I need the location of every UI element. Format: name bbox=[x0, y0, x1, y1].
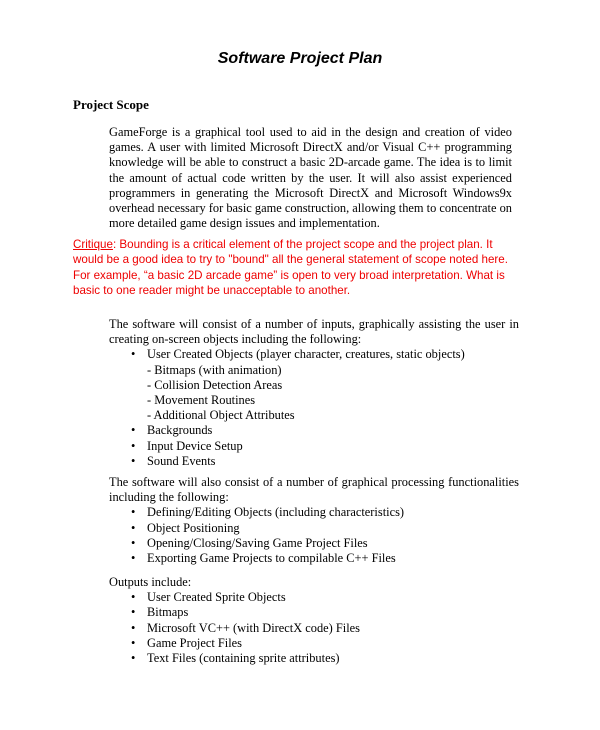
sub-list-item: - Additional Object Attributes bbox=[147, 408, 295, 423]
critique-note bbox=[73, 237, 523, 298]
list-item bbox=[109, 347, 519, 362]
critique-line: basic to one reader might be unacceptable to another. bbox=[73, 283, 351, 297]
critique-line: For example, “a basic 2D arcade game” is open to very broad interpretation. What is bbox=[73, 268, 505, 282]
inputs-intro-line: The software will consist of a number of inputs, graphically assisting the user in bbox=[109, 317, 519, 331]
bullet-icon: • bbox=[131, 651, 136, 666]
list-item-label: User Created Sprite Objects bbox=[147, 590, 286, 605]
list-item-label: Game Project Files bbox=[147, 635, 242, 650]
scope-line: overhead necessary for basic game construction, allowing them to concentrate on bbox=[109, 201, 512, 216]
list-item-label: Input Device Setup bbox=[147, 438, 243, 453]
list-item-label: User Created Objects (player character, creatures, static objects) bbox=[147, 347, 465, 362]
list-item bbox=[109, 651, 519, 666]
list-item bbox=[109, 621, 519, 636]
critique-line-1-text: : Bounding is a critical element of the project scope and the project plan. It bbox=[112, 238, 493, 251]
bullet-icon: • bbox=[131, 620, 136, 635]
bullet-icon: • bbox=[131, 520, 136, 535]
list-item-label: Defining/Editing Objects (including characteristics) bbox=[147, 505, 405, 520]
bullet-icon: • bbox=[131, 605, 136, 620]
processing-list bbox=[109, 505, 519, 566]
list-item-label: Bitmaps bbox=[147, 605, 189, 620]
critique-line bbox=[73, 237, 523, 252]
project-scope-paragraph bbox=[109, 125, 512, 231]
list-item-label: Backgrounds bbox=[147, 423, 213, 438]
list-item bbox=[109, 454, 519, 469]
inputs-section bbox=[109, 317, 519, 469]
sub-list-container bbox=[109, 363, 519, 424]
list-item bbox=[109, 521, 519, 536]
bullet-icon: • bbox=[131, 453, 136, 468]
inputs-intro-line: creating on-screen objects including the following: bbox=[109, 332, 362, 347]
bullet-icon: • bbox=[131, 635, 136, 650]
scope-line: more detailed game design issues and implementation. bbox=[109, 216, 380, 231]
critique-line: would be a good idea to try to "bound" all the general statement of scope noted here. bbox=[73, 253, 508, 267]
inputs-list bbox=[109, 347, 519, 469]
scope-line: games. A user with limited Microsoft DirectX and/or Visual C++ programming bbox=[109, 140, 512, 155]
scope-line: the amount of actual code written by the user. It will also assist experienced bbox=[109, 170, 512, 185]
list-item-label: Text Files (containing sprite attributes) bbox=[147, 651, 340, 666]
outputs-list bbox=[109, 590, 519, 666]
list-item bbox=[109, 590, 519, 605]
bullet-icon: • bbox=[131, 535, 136, 550]
list-item bbox=[109, 505, 519, 520]
outputs-intro: Outputs include: bbox=[109, 575, 192, 589]
list-item bbox=[109, 605, 519, 620]
bullet-icon: • bbox=[131, 423, 136, 438]
bullet-icon: • bbox=[131, 551, 136, 566]
section-heading-project-scope: Project Scope bbox=[73, 97, 149, 112]
scope-line: knowledge will be able to construct a basic 2D-arcade game. The idea is to limit bbox=[109, 155, 512, 170]
list-item-label: Exporting Game Projects to compilable C++ Files bbox=[147, 551, 396, 566]
list-item bbox=[109, 551, 519, 566]
outputs-section bbox=[109, 575, 519, 666]
bullet-icon: • bbox=[131, 590, 136, 605]
sub-list-item: - Movement Routines bbox=[147, 393, 256, 408]
sub-list bbox=[109, 363, 519, 424]
bullet-icon: • bbox=[131, 438, 136, 453]
list-item bbox=[109, 636, 519, 651]
list-item-label: Sound Events bbox=[147, 453, 216, 468]
processing-section bbox=[109, 475, 519, 566]
list-item bbox=[109, 439, 519, 454]
bullet-icon: • bbox=[131, 347, 136, 362]
list-item-label: Object Positioning bbox=[147, 520, 240, 535]
scope-line: programmers in generating the Microsoft DirectX and Microsoft Windows9x bbox=[109, 185, 512, 200]
list-item bbox=[109, 423, 519, 438]
scope-line: GameForge is a graphical tool used to aid in the design and creation of video bbox=[109, 125, 512, 139]
list-item-label: Microsoft VC++ (with DirectX code) Files bbox=[147, 620, 360, 635]
document-title: Software Project Plan bbox=[217, 50, 383, 67]
sub-list-item: - Bitmaps (with animation) bbox=[147, 362, 282, 377]
critique-label: Critique bbox=[73, 238, 113, 251]
list-item-label: Opening/Closing/Saving Game Project Files bbox=[147, 535, 368, 550]
list-item bbox=[109, 536, 519, 551]
sub-list-item: - Collision Detection Areas bbox=[147, 377, 283, 392]
processing-intro-line: including the following: bbox=[109, 490, 229, 505]
processing-intro-line: The software will also consist of a number of graphical processing functionalities bbox=[109, 475, 519, 489]
bullet-icon: • bbox=[131, 505, 136, 520]
